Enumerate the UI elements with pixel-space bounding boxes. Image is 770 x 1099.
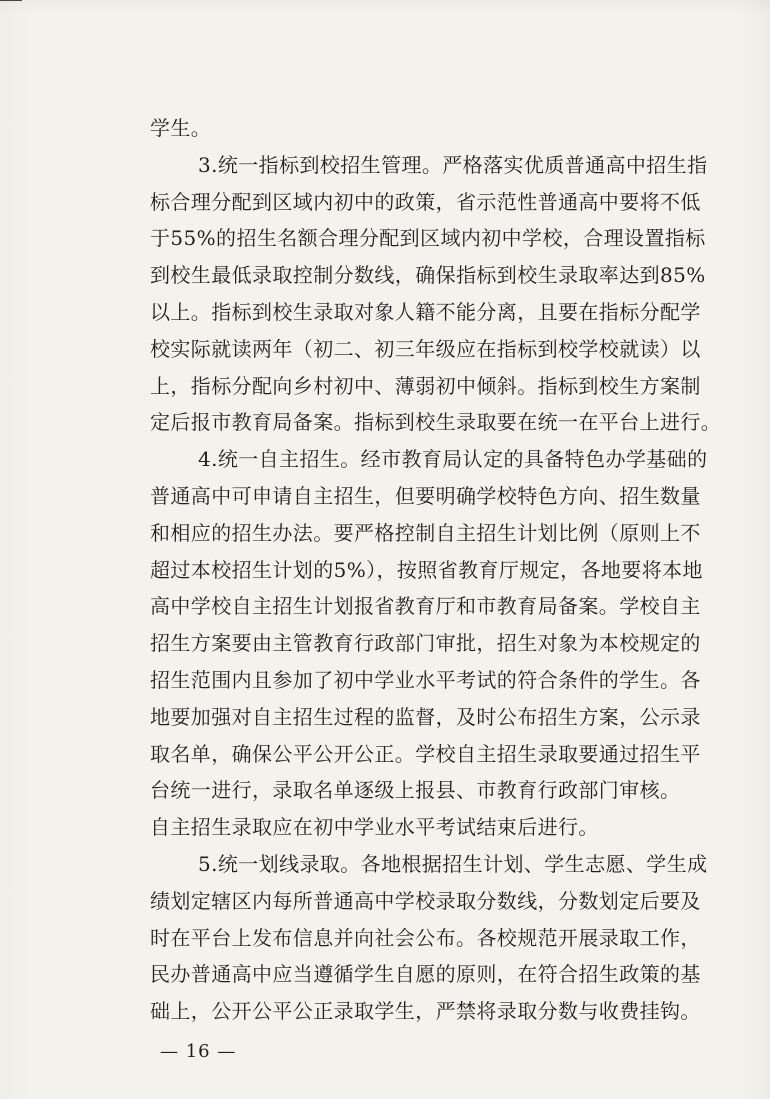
text-line: 取名单，确保公平公开公正。学校自主招生录取要通过招生平 (150, 741, 701, 766)
text-line: 学生。 (150, 116, 212, 140)
scan-corner-mark (0, 0, 22, 9)
text-line: 普通高中可申请自主招生，但要明确学校特色方向、招生数量 (150, 483, 701, 508)
text-line: 校实际就读两年（初二、初三年级应在指标到校学校就读）以 (150, 336, 701, 361)
text-line: 绩划定辖区内每所普通高中学校录取分数线，分数划定后要及 (150, 888, 701, 913)
text-line: 标合理分配到区域内初中的政策，省示范性普通高中要将不低 (150, 189, 701, 214)
document-body (150, 110, 730, 1030)
text-line: 和相应的招生办法。要严格控制自主招生计划比例（原则上不 (150, 520, 701, 545)
text-line: 上，指标分配向乡村初中、薄弱初中倾斜。指标到校生方案制 (150, 373, 701, 398)
page-number: — 16 — (160, 1041, 237, 1062)
text-line: 民办普通高中应当遵循学生自愿的原则，在符合招生政策的基 (150, 962, 701, 987)
text-line: 时在平台上发布信息并向社会公布。各校规范开展录取工作， (150, 925, 701, 950)
text-line: 超过本校招生计划的5%），按照省教育厅规定，各地要将本地 (150, 557, 703, 582)
paragraph-5-start: 5.统一划线录取。各地根据招生计划、学生志愿、学生成 (198, 851, 708, 876)
paragraph-4-start: 4.统一自主招生。经市教育局认定的具备特色办学基础的 (198, 447, 708, 472)
text-line: 高中学校自主招生计划报省教育厅和市教育局备案。学校自主 (150, 594, 701, 619)
text-line: 到校生最低录取控制分数线，确保指标到校生录取率达到85% (150, 263, 706, 288)
text-line: 招生方案要由主管教育行政部门审批，招生对象为本校规定的 (150, 631, 701, 656)
text-line: 以上。指标到校生录取对象人籍不能分离，且要在指标分配学 (150, 299, 701, 324)
text-line: 础上，公开公平公正录取学生，严禁将录取分数与收费挂钩。 (150, 999, 701, 1024)
text-line: 招生范围内且参加了初中学业水平考试的符合条件的学生。各 (150, 667, 701, 692)
text-line: 定后报市教育局备案。指标到校生录取要在统一在平台上进行。 (150, 410, 722, 435)
text-line: 自主招生录取应在初中学业水平考试结束后进行。 (150, 815, 599, 840)
text-line: 于55%的招生名额合理分配到区域内初中学校，合理设置指标 (150, 226, 706, 251)
text-line: 地要加强对自主招生过程的监督，及时公布招生方案，公示录 (150, 704, 701, 729)
text-line: 台统一进行，录取名单逐级上报县、市教育行政部门审核。 (150, 778, 681, 803)
paragraph-3-start: 3.统一指标到校招生管理。严格落实优质普通高中招生指 (198, 152, 708, 177)
